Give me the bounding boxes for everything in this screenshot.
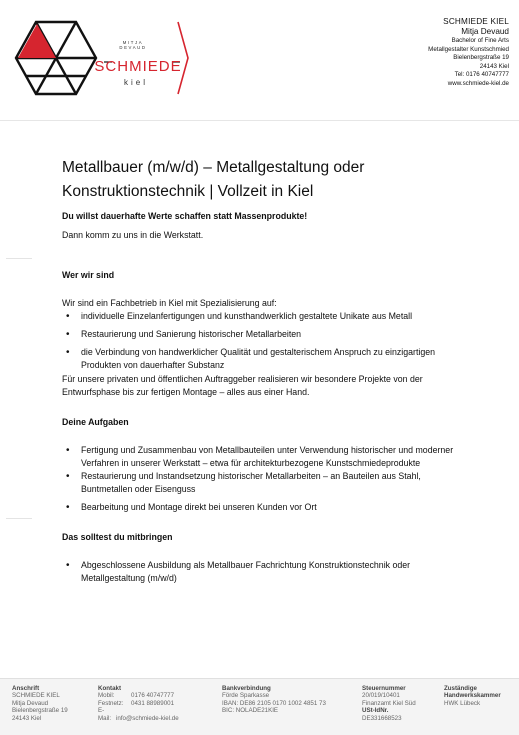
list-item: • Restaurierung und Instandsetzung historischer Metallarbeiten – an Bauteilen aus Stahl, Buntmetallen oder Eisenguss <box>66 471 421 494</box>
list-item: • individuelle Einzelanfertigungen und kunsthandwerklich gestaltete Unikate aus Metall <box>66 311 413 322</box>
company-website-link[interactable]: www.schmiede-kiel.de <box>447 79 509 87</box>
bullet-icon: • <box>66 471 70 482</box>
lead-bold: Du willst dauerhafte Werte schaffen statt Massenprodukte! <box>62 211 308 221</box>
footer-line: DE331668523 <box>362 714 402 722</box>
footer-heading: USt-IdNr. <box>362 707 389 715</box>
logo-wordmark: SCHMIEDE <box>94 58 182 75</box>
footer-line: Mitja Devaud <box>12 699 49 707</box>
bullet-icon: • <box>66 329 70 340</box>
company-street: Bielenbergstraße 19 <box>453 54 509 62</box>
list-item: • die Verbindung von handwerklicher Qualität und gestalterischem Anspruch zu einzigartigen Produkten von dauerhafter Substanz <box>66 347 436 370</box>
job-title-line2: Konstruktionstechnik | Vollzeit in Kiel <box>62 183 314 200</box>
footer-line: SCHMIEDE KIEL <box>12 692 60 700</box>
section1-list <box>62 310 472 372</box>
company-degree: Bachelor of Fine Arts <box>451 37 509 44</box>
company-phone[interactable]: Tel: 0176 40747777 <box>454 71 509 79</box>
fold-mark <box>6 258 32 259</box>
footer-line: Finanzamt Kiel Süd <box>362 699 416 707</box>
bullet-icon: • <box>66 347 70 358</box>
section2-list <box>62 444 472 514</box>
section-heading-mitbringen: Das solltest du mitbringen <box>62 532 173 542</box>
section3-list <box>62 559 472 585</box>
footer-line: BIC: NOLADE21KIE <box>222 707 279 715</box>
job-posting <box>62 156 472 585</box>
schmiede-kiel-logo <box>12 14 192 108</box>
list-item: • Restaurierung und Sanierung historischer Metallarbeiten <box>66 329 302 340</box>
footer-handwerkskammer <box>444 685 501 707</box>
footer-heading: Steuernummer <box>362 685 406 692</box>
bullet-icon: • <box>66 445 70 456</box>
footer-line: 24143 Kiel <box>12 714 42 722</box>
footer-line: 20/019/10401 <box>362 692 400 700</box>
lead-text: Dann komm zu uns in die Werkstatt. <box>62 230 204 240</box>
footer-line: HWK Lübeck <box>444 699 481 707</box>
fold-mark <box>6 518 32 519</box>
contact-row-email[interactable]: E-Mail: info@schmiede-kiel.de <box>98 707 179 722</box>
footer-heading: Bankverbindung <box>222 685 271 692</box>
footer-heading: Anschrift <box>12 685 40 692</box>
footer-line: IBAN: DE86 2105 0170 1002 4851 73 <box>222 699 326 707</box>
footer-kontakt <box>98 685 179 722</box>
logo-city: kiel <box>123 78 148 87</box>
bullet-icon: • <box>66 311 70 322</box>
footer-heading: Handwerkskammer <box>444 692 501 700</box>
list-item: • Abgeschlossene Ausbildung als Metallbauer Fachrichtung Konstruktionstechnik oder Metallgestaltung (m/w/d) <box>66 560 411 583</box>
job-title <box>62 156 472 204</box>
footer-bankverbindung <box>222 685 326 715</box>
job-title-line1: Metallbauer (m/w/d) – Metallgestaltung oder <box>62 159 365 176</box>
letter-footer <box>0 678 519 735</box>
footer-heading: Zuständige <box>444 685 478 692</box>
section-heading-deine-aufgaben: Deine Aufgaben <box>62 417 129 427</box>
company-person: Mitja Devaud <box>461 27 509 36</box>
footer-line: Bielenbergstraße 19 <box>12 707 68 715</box>
list-item: • Fertigung und Zusammenbau von Metallbauteilen unter Verwendung historischer und moderner Verfahren in unserer Werkstatt – etwa für architekturbezogene Kunstschmiedeprodukte <box>66 445 454 468</box>
list-item: • Bearbeitung und Montage direkt bei unseren Kunden vor Ort <box>66 502 317 513</box>
contact-row-mobil[interactable]: Mobil: 0176 40747777 <box>98 692 175 700</box>
footer-anschrift <box>12 685 68 722</box>
section1-outro: Für unsere privaten und öffentlichen Auftraggeber realisieren wir besondere Projekte von der Entwurfsphase bis zur fertigen Montage – alles aus einer Hand. <box>62 374 423 397</box>
bullet-icon: • <box>66 502 70 513</box>
footer-steuer <box>362 685 416 722</box>
company-name: SCHMIEDE KIEL <box>443 17 509 26</box>
footer-heading: Kontakt <box>98 685 122 692</box>
section1-intro: Wir sind ein Fachbetrieb in Kiel mit Spezialisierung auf: <box>62 298 277 308</box>
section-heading-wer-wir-sind: Wer wir sind <box>62 270 115 280</box>
logo-name-top: MITJA DEVAUD <box>119 40 147 50</box>
company-address-block <box>428 17 509 89</box>
contact-row-festnetz[interactable]: Festnetz: 0431 88989001 <box>98 699 175 707</box>
bullet-icon: • <box>66 560 70 571</box>
company-city: 24143 Kiel <box>479 62 509 70</box>
letterhead <box>0 0 519 121</box>
footer-line: Förde Sparkasse <box>222 692 270 700</box>
company-role: Metallgestalter Kunstschmied <box>428 45 509 53</box>
